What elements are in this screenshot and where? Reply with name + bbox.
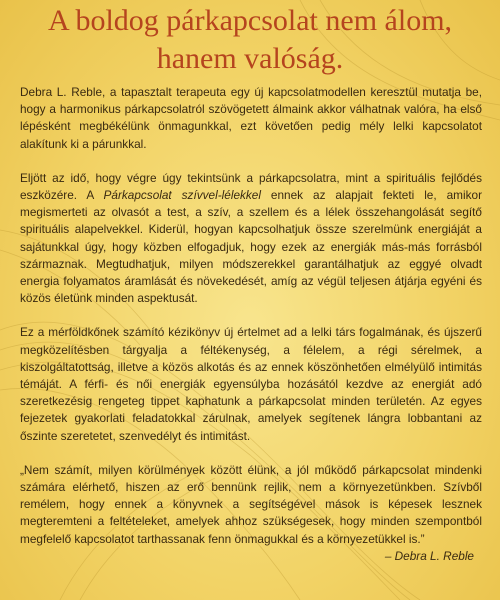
author-quote: „Nem számít, milyen körülmények között élünk, a jól működő párkapcsolat mindenki számára elérhető, hiszen az erő bennünk rejlik, nem a környezetünkben. Szívből remélem, hogy ennek a könyvnek a segítségével mások is képesek lesznek megteremteni a feltételeket, amelyek ahhoz szükségesek, hogy minden szempontból megfelelő kapcsolatot tarthassanak fenn önmagukkal és a környezetükkel is.” — [20, 462, 482, 546]
title-line-2: hanem valóság. — [156, 42, 344, 75]
title-line-1: A boldog párkapcsolat nem álom, — [47, 4, 453, 37]
author-signature: – Debra L. Reble — [384, 548, 474, 563]
paragraph-spiritual-start: Eljött az idő, hogy végre úgy tekintsünk a párkapcsolatra, mint a spirituális fejlődés eszközére. A — [20, 170, 482, 203]
page-title — [0, 2, 500, 78]
book-title: Párkapcsolat szívvel-lélekkel — [103, 188, 261, 203]
paragraph-handbook: Ez a mérföldkőnek számító kézikönyv új értelmet ad a lelki társ fogalmának, és újszerű megközelítésben tárgyalja a féltékenység, a félelem, a régi sérelmek, a kiszolgáltatottság, illetve a közös alkotás és az ennek köszönhetően elmélyülő intimitás témáját. A férfi- és női energiák egyensúlyba hozásától kezdve az energiát adó szeretkezésig rengeteg tippet kaphatunk a párkapcsolat minden területén. Az egyes fejezetek gyakorlati feladatokkal zárulnak, amelyek segítenek lángra lobbantani az őszinte szeretetet, szenvedélyt és intimitást. — [20, 325, 482, 443]
paragraph-spiritual — [20, 170, 482, 308]
paragraph-spiritual-rest: ennek az alapjait fekteti le, amikor megismerteti az olvasót a test, a szív, a szellem és a lélek összehangolását segítő spirituális alapelvekkel. Kiderül, hogyan kapcsolhatjuk össze szerelmünk energiáját a sajátunkkal úgy, hogy közben elfogadjuk, hogy ezek az energiák más-más forrásból származnak. Megtudhatjuk, milyen módszerekkel garantálhatjuk az eggyé olvadt energia folyamatos áramlását és növekedését, amíg az végül teljesen átjárja egyéni és közös életünk minden aspektusát. — [20, 188, 482, 306]
body-text — [20, 84, 482, 565]
paragraph-intro: Debra L. Reble, a tapasztalt terapeuta egy új kapcsolatmodellen keresztül mutatja be, hogy a harmonikus párkapcsolatról szövögetett álmaink akkor válhatnak valóra, ha első lépésként megbékélünk önmagunkkal, ezt követően pedig mély lelki kapcsolatot alakítunk ki a párunkkal. — [20, 85, 482, 151]
